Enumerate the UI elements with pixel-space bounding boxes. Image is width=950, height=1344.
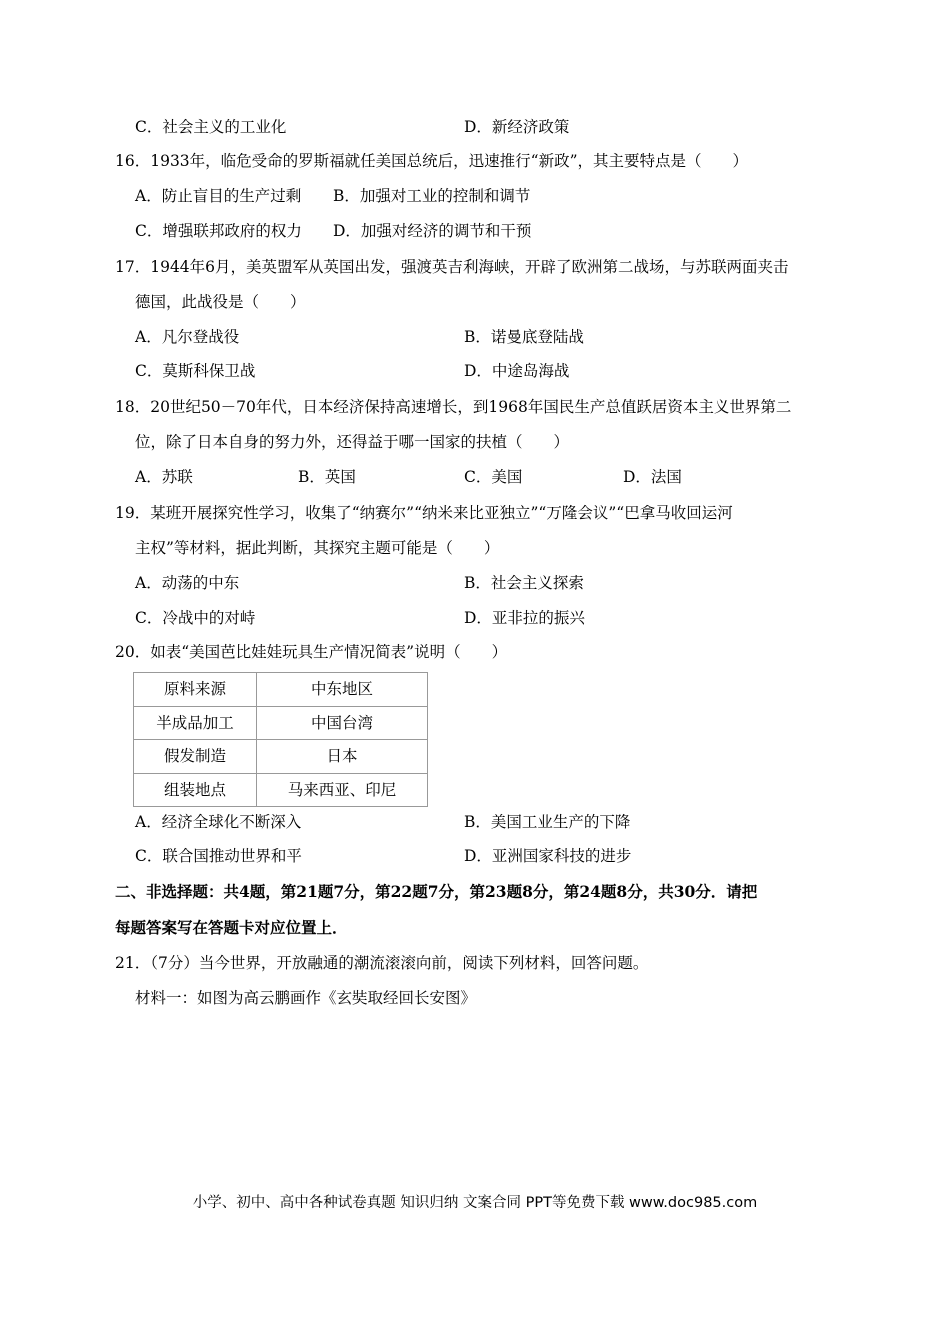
q20-option-c: C．联合国推动世界和平: [135, 847, 302, 865]
q17-option-a: A．凡尔登战役: [135, 328, 240, 346]
table-cell: 组装地点: [134, 773, 257, 807]
q18-option-c: C．美国: [464, 468, 523, 486]
q17-option-c: C．莫斯科保卫战: [135, 362, 256, 380]
q21-stem: 21．（7分）当今世界，开放融通的潮流滚滚向前，阅读下列材料，回答问题。: [115, 954, 649, 972]
q17-option-d: D．中途岛海战: [464, 362, 570, 380]
q16-stem: 16．1933年，临危受命的罗斯福就任美国总统后，迅速推行“新政”，其主要特点是（ ）: [115, 152, 749, 170]
section2-heading-line-2: 每题答案写在答题卡对应位置上．: [115, 918, 348, 937]
q18-option-a: A．苏联: [135, 468, 193, 486]
table-row: [134, 673, 428, 707]
table-cell: 中国台湾: [257, 706, 428, 740]
q16-option-b: B．加强对工业的控制和调节: [333, 187, 531, 205]
q20-option-a: A．经济全球化不断深入: [135, 813, 302, 831]
q19-option-d: D．亚非拉的振兴: [464, 609, 585, 627]
q17-stem-line-1: 17．1944年6月，美英盟军从英国出发，强渡英吉利海峡，开辟了欧洲第二战场，与苏联两面夹击: [115, 258, 789, 276]
q17-option-b: B．诺曼底登陆战: [464, 328, 584, 346]
table-cell: 日本: [257, 740, 428, 774]
q19-stem-line-2: 主权”等材料，据此判断，其探究主题可能是（ ）: [135, 539, 500, 557]
q19-option-b: B．社会主义探索: [464, 574, 584, 592]
table-cell: 原料来源: [134, 673, 257, 707]
table-row: [134, 706, 428, 740]
q19-stem-line-1: 19．某班开展探究性学习，收集了“纳赛尔”“纳米来比亚独立”“万隆会议”“巴拿马收回运河: [115, 504, 733, 522]
q20-option-d: D．亚洲国家科技的进步: [464, 847, 632, 865]
q18-option-b: B．英国: [298, 468, 356, 486]
q20-stem: 20．如表“美国芭比娃娃玩具生产情况简表”说明（ ）: [115, 643, 508, 661]
section2-heading-line-1: 二、非选择题：共4题，第21题7分，第22题7分，第23题8分，第24题8分，共30分．请把: [115, 882, 758, 901]
table-cell: 马来西亚、印尼: [257, 773, 428, 807]
q16-option-d: D．加强对经济的调节和干预: [333, 222, 532, 240]
q16-option-a: A．防止盲目的生产过剩: [135, 187, 302, 205]
table-row: [134, 773, 428, 807]
table-row: [134, 740, 428, 774]
table-cell: 假发制造: [134, 740, 257, 774]
q20-option-b: B．美国工业生产的下降: [464, 813, 631, 831]
table-cell: 半成品加工: [134, 706, 257, 740]
q21-material-1: 材料一：如图为高云鹏画作《玄奘取经回长安图》: [135, 989, 477, 1007]
q18-option-d: D．法国: [623, 468, 682, 486]
q19-option-c: C．冷战中的对峙: [135, 609, 256, 627]
page-footer: 小学、初中、高中各种试卷真题 知识归纳 文案合同 PPT等免费下载 www.doc985.com: [192, 1195, 758, 1211]
q18-stem-line-2: 位，除了日本自身的努力外，还得益于哪一国家的扶植（ ）: [135, 433, 570, 451]
q17-stem-line-2: 德国，此战役是（ ）: [135, 293, 306, 311]
q15-option-c: C．社会主义的工业化: [135, 118, 287, 136]
q18-stem-line-1: 18．20世纪50－70年代，日本经济保持高速增长，到1968年国民生产总值跃居资本主义世界第二: [115, 398, 792, 416]
q16-option-c: C．增强联邦政府的权力: [135, 222, 302, 240]
q15-option-d: D．新经济政策: [464, 118, 570, 136]
q19-option-a: A．动荡的中东: [135, 574, 240, 592]
barbie-production-table: [133, 672, 428, 807]
table-cell: 中东地区: [257, 673, 428, 707]
